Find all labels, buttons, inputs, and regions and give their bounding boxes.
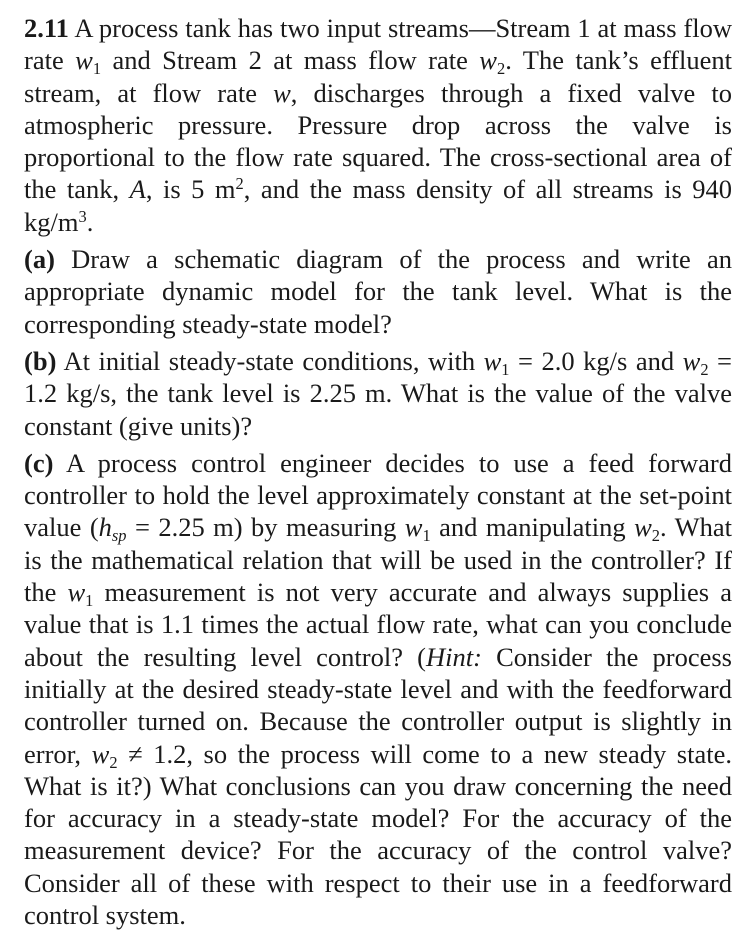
problem-number: 2.11 [24,13,69,43]
part-a-label: (a) [24,244,55,275]
var-w: w [75,45,93,76]
var-w: w [682,345,701,376]
part-b-text: = 2.0 kg/s and [509,345,683,376]
var-w: w [483,345,502,376]
superscript-2: 2 [235,174,244,194]
var-w: w [404,512,423,543]
subscript-sp: sp [111,526,127,546]
problem-statement [24,12,732,238]
statement-text: , discharges through a fixed valve to atmospheric pressure. Pressure drop across the valve is proportional to the flow rate squared. The cross-sectional area of the tank, [24,77,732,205]
statement-text: A process tank has two input streams—Stream 1 at mass flow rate [24,13,732,76]
part-b-label: (b) [24,345,57,376]
part-a [24,243,732,340]
part-c-text: = 2.25 m) by measuring [126,512,405,543]
var-w: w [273,77,291,108]
part-c-label: (c) [24,447,54,478]
statement-text: , and the mass density of all streams is 940 kg/m [24,174,733,237]
part-b-text: At initial steady-state conditions, with [56,345,484,376]
part-a-text: Draw a schematic diagram of the process and write an appropriate dynamic model for the tank level. What is the corresponding steady-state model? [24,244,732,339]
subscript-1: 1 [501,359,510,379]
statement-text: . [86,206,94,237]
part-c-text: Consider the process initially at the desired steady-state level and with the feedforward controller turned on. Because the controller output is slightly in error, [24,641,732,769]
var-A: A [129,174,146,205]
subscript-2: 2 [651,526,661,546]
part-c-text: A process control engineer decides to use a feed forward controller to hold the level approximately constant at the set-point value ( [24,447,732,543]
var-w: w [91,738,110,769]
var-w: w [634,512,652,543]
hint-label: Hint: [426,641,482,672]
subscript-1: 1 [85,590,94,610]
part-c-text: and manipulating [430,512,635,543]
superscript-3: 3 [78,206,87,226]
subscript-2: 2 [109,752,118,772]
part-c-text: measurement is not very accurate and always supplies a value that is 1.1 times the actual flow rate, what can you conclude about the resulting level control? ( [24,577,732,672]
part-c [24,447,732,931]
statement-text: , is 5 m [145,174,236,205]
textbook-problem [24,12,732,931]
subscript-2: 2 [496,59,506,79]
statement-text: and Stream 2 at mass flow rate [101,45,480,76]
var-h: h [98,512,112,543]
part-b-text: = 1.2 kg/s, the tank level is 2.25 m. What is the value of the valve constant (give units)? [24,345,732,441]
statement-text: . The tank’s effluent stream, at flow rate [24,45,732,108]
part-c-text: ≠ 1.2, so the process will come to a new steady state. What is it?) What conclusions can you draw concerning the need for accuracy in a steady-state model? For the accuracy of the measurement device? For the accuracy of the control valve? Consider all of these with respect to their use in a feedforward control system. [24,738,732,931]
var-w: w [479,45,497,76]
var-w: w [67,577,86,608]
subscript-2: 2 [700,359,709,379]
part-b [24,345,732,442]
subscript-1: 1 [92,59,102,79]
subscript-1: 1 [422,526,431,546]
part-c-text: . What is the mathematical relation that will be used in the controller? If the [24,512,732,608]
